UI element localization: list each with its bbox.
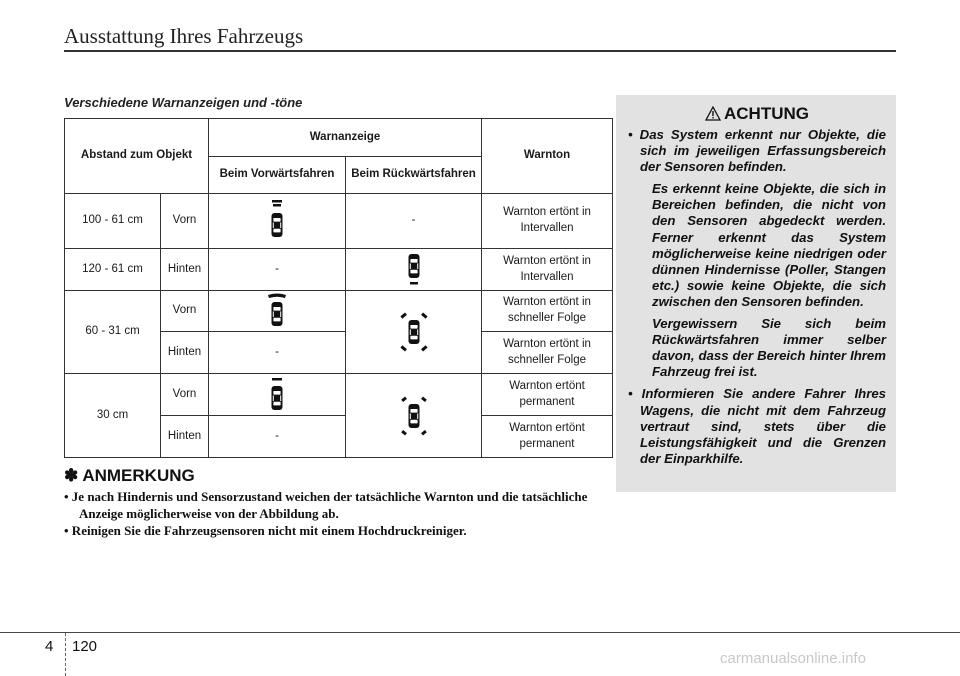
- front-wide-icon: [263, 293, 291, 329]
- position-cell: Hinten: [161, 416, 209, 458]
- warning-triangle-icon: [705, 106, 721, 121]
- note-item: • Reinigen Sie die Fahrzeugsensoren nicht mit einem Hochdruckreiniger.: [64, 523, 467, 539]
- caution-text: • Informieren Sie andere Fahrer Ihres Wagens, die nicht mit dem Fahrzeug vertraut sind, stets über die Leistungsfähigkeit und die Grenzen der Einparkhilfe.: [628, 386, 886, 466]
- table-row: [65, 194, 613, 249]
- footer-rule: [0, 632, 960, 633]
- position-cell: Vorn: [161, 194, 209, 249]
- rear-center-icon: [401, 252, 427, 288]
- footer-divider: [65, 633, 66, 676]
- position-cell: Hinten: [161, 249, 209, 291]
- header-indicator: Warnanzeige: [209, 119, 482, 157]
- caution-title: ACHTUNG: [724, 104, 809, 123]
- table-row: [65, 291, 613, 332]
- forward-cell: -: [209, 249, 346, 291]
- forward-cell: -: [209, 332, 346, 374]
- page-header-title: Ausstattung Ihres Fahrzeugs: [64, 24, 304, 48]
- note-title: ✽ ANMERKUNG: [64, 466, 195, 485]
- front-center-icon: [264, 199, 290, 243]
- reverse-cell: [346, 249, 482, 291]
- sound-cell: Warnton ertönt permanent: [482, 416, 613, 458]
- all-corners-icon: [394, 308, 434, 356]
- caution-header: [628, 104, 886, 124]
- watermark: carmanualsonline.info: [720, 650, 866, 667]
- warning-table: [64, 118, 613, 458]
- sound-cell: Warnton ertönt in schneller Folge: [482, 291, 613, 332]
- header-sound: Warnton: [482, 119, 613, 194]
- all-corners-icon: [394, 392, 434, 440]
- caution-item: [628, 386, 886, 466]
- header-reverse: Beim Rückwärtsfahren: [346, 157, 482, 194]
- caution-text: Es erkennt keine Objekte, die sich in Bereichen befinden, die nicht von den Sensoren abgedeckt werden. Ferner erkennt das System möglicherweise keine niedrigen oder dünnen Hindernisse (Poller, Stangen etc.) sowie keine Objekte, die sich zwischen den Sensoren befinden.: [652, 181, 886, 309]
- distance-cell: 30 cm: [65, 374, 161, 458]
- sound-cell: Warnton ertönt permanent: [482, 374, 613, 416]
- caution-text: Vergewissern Sie sich beim Rückwärtsfahren immer selber davon, dass der Bereich hinter Ihrem Fahrzeug frei ist.: [652, 316, 886, 380]
- caution-box: [616, 95, 896, 492]
- table-row: [65, 374, 613, 416]
- note-list: [64, 488, 612, 539]
- position-cell: Hinten: [161, 332, 209, 374]
- front-center-icon: [264, 377, 290, 413]
- sound-cell: Warnton ertönt in schneller Folge: [482, 332, 613, 374]
- header-distance: Abstand zum Objekt: [65, 119, 209, 194]
- forward-cell: [209, 374, 346, 416]
- chapter-number: 4: [45, 638, 54, 655]
- header-forward: Beim Vorwärtsfahren: [209, 157, 346, 194]
- note-item: • Je nach Hindernis und Sensorzustand weichen der tatsächliche Warnton und die tatsächliche Anzeige möglicherweise von der Abbildung ab.: [64, 489, 588, 522]
- position-cell: Vorn: [161, 374, 209, 416]
- reverse-cell: -: [346, 194, 482, 249]
- forward-cell: [209, 291, 346, 332]
- header-rule: [64, 50, 896, 52]
- reverse-cell: [346, 291, 482, 374]
- forward-cell: -: [209, 416, 346, 458]
- section-title: Verschiedene Warnanzeigen und -töne: [64, 95, 303, 110]
- distance-cell: 100 - 61 cm: [65, 194, 161, 249]
- table-row: [65, 249, 613, 291]
- caution-item: [628, 127, 886, 380]
- page-number: 120: [72, 638, 98, 655]
- distance-cell: 60 - 31 cm: [65, 291, 161, 374]
- reverse-cell: [346, 374, 482, 458]
- caution-text: • Das System erkennt nur Objekte, die sich im jeweiligen Erfassungsbereich der Sensoren befinden.: [628, 127, 886, 175]
- forward-cell: [209, 194, 346, 249]
- sound-cell: Warnton ertönt in Intervallen: [482, 249, 613, 291]
- caution-list: [628, 127, 886, 467]
- sound-cell: Warnton ertönt in Intervallen: [482, 194, 613, 249]
- position-cell: Vorn: [161, 291, 209, 332]
- distance-cell: 120 - 61 cm: [65, 249, 161, 291]
